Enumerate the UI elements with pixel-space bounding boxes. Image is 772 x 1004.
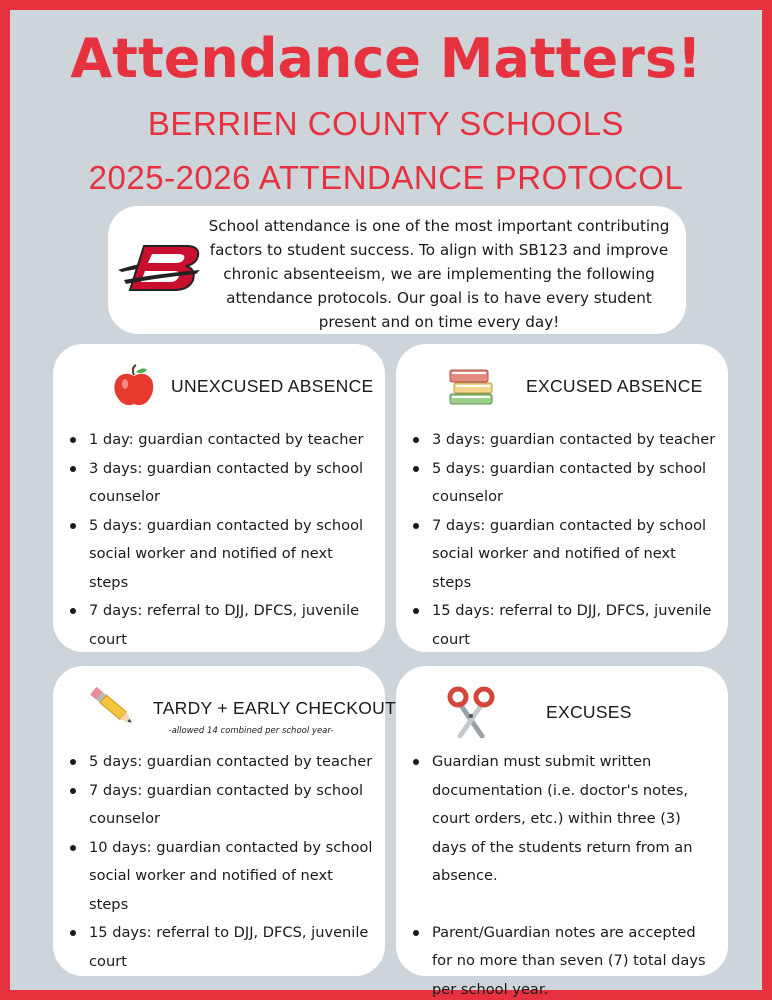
list-item: 7 days: guardian contacted by school social worker and notified of next steps — [432, 512, 718, 598]
unexcused-absence-card — [53, 344, 385, 652]
flyer-body — [10, 10, 762, 990]
list-item: 10 days: guardian contacted by school social worker and notified of next steps — [89, 834, 375, 920]
intro-text: School attendance is one of the most important contributing factors to student success. To align with SB123 and improve chronic absenteeism, we are implementing the following attendance protocols. Our goal is to have every student present and on time every day! — [202, 214, 676, 334]
tardy-list — [53, 748, 385, 976]
card-header — [396, 690, 728, 734]
protocol-title: 2025-2026 ATTENDANCE PROTOCOL — [10, 158, 762, 198]
card-title: TARDY + EARLY CHECKOUT — [153, 698, 396, 719]
tardy-checkout-card — [53, 666, 385, 976]
berrien-b-logo-icon — [116, 240, 202, 296]
list-item: 7 days: referral to DJJ, DFCS, juvenile court — [89, 597, 375, 654]
list-item: Parent/Guardian notes are accepted for no more than seven (7) total days per school year. — [432, 919, 718, 1004]
list-item: 5 days: guardian contacted by teacher — [89, 748, 375, 777]
page-title: Attendance Matters! — [10, 24, 762, 94]
tardy-allowance-note: -allowed 14 combined per school year- — [153, 726, 349, 736]
list-item: 7 days: guardian contacted by school counselor — [89, 777, 375, 834]
list-item: 5 days: guardian contacted by school counselor — [432, 455, 718, 512]
card-title: EXCUSED ABSENCE — [526, 376, 703, 397]
card-header — [53, 686, 385, 730]
list-item: 1 day: guardian contacted by teacher — [89, 426, 375, 455]
list-item: 3 days: guardian contacted by school counselor — [89, 455, 375, 512]
district-name: BERRIEN COUNTY SCHOOLS — [10, 104, 762, 144]
list-item: Guardian must submit written documentation (i.e. doctor's notes, court orders, etc.) within three (3) days of the students return from an absence. — [432, 748, 718, 891]
list-item: 15 days: referral to DJJ, DFCS, juvenile court — [89, 919, 375, 976]
excused-list — [396, 426, 728, 654]
list-item: 15 days: referral to DJJ, DFCS, juvenile court — [432, 597, 718, 654]
excuses-list — [396, 748, 728, 1004]
card-title: EXCUSES — [546, 702, 632, 723]
card-title: UNEXCUSED ABSENCE — [171, 376, 374, 397]
excused-absence-card — [396, 344, 728, 652]
pencil-icon — [89, 686, 139, 730]
unexcused-list — [53, 426, 385, 654]
intro-card — [108, 206, 686, 334]
list-item: 3 days: guardian contacted by teacher — [432, 426, 718, 455]
card-header — [53, 364, 385, 408]
scissors-icon — [446, 686, 496, 738]
books-icon — [446, 364, 496, 408]
apple-icon — [109, 364, 159, 408]
excuses-card — [396, 666, 728, 976]
card-header — [396, 364, 728, 408]
list-item: 5 days: guardian contacted by school social worker and notified of next steps — [89, 512, 375, 598]
